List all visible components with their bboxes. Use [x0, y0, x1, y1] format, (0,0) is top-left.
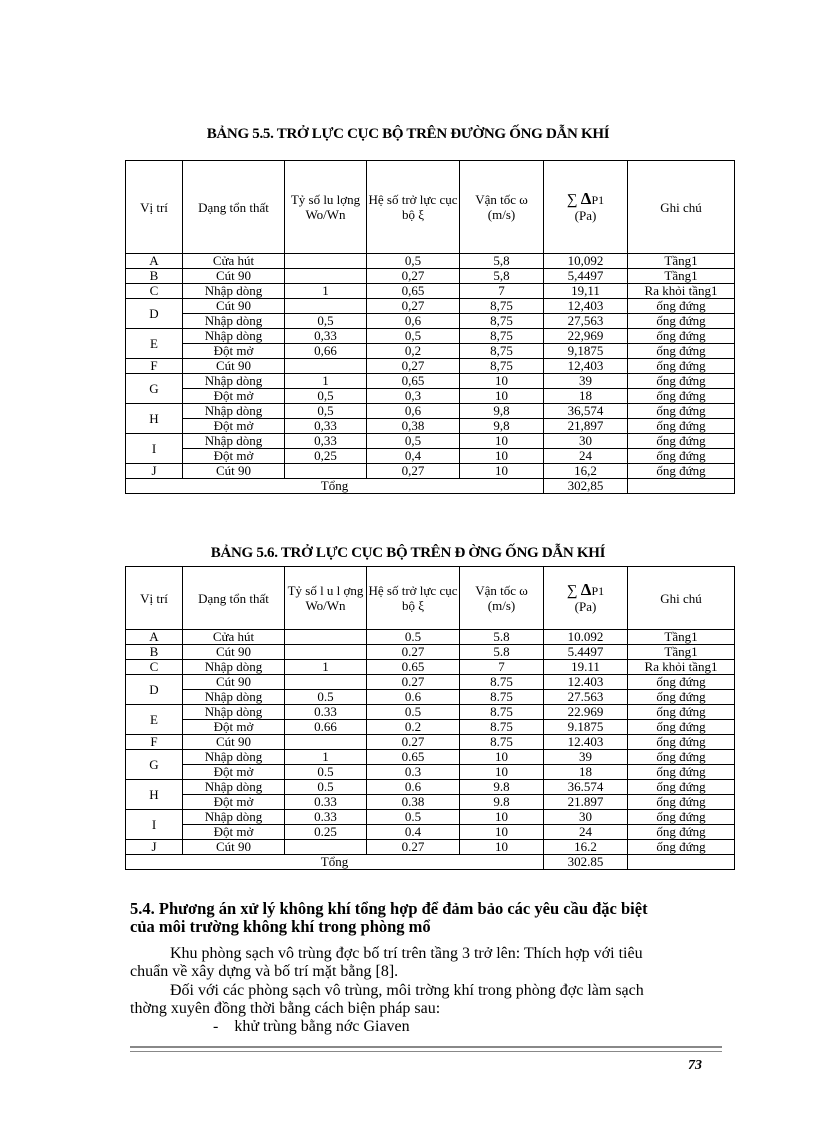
table-row	[126, 810, 735, 825]
cell-loss-type: Nhập dòng	[183, 705, 285, 720]
cell-flow-ratio: 1	[285, 660, 367, 675]
cell-loss-coefficient: 0,2	[367, 344, 460, 359]
cell-position: J	[126, 840, 183, 855]
cell-flow-ratio	[285, 675, 367, 690]
cell-pressure-loss: 18	[544, 765, 628, 780]
cell-flow-ratio	[285, 299, 367, 314]
cell-loss-coefficient: 0.5	[367, 810, 460, 825]
pa-unit: (Pa)	[574, 208, 597, 223]
cell-loss-coefficient: 0,27	[367, 299, 460, 314]
cell-velocity: 8,75	[460, 329, 544, 344]
cell-note: ống đứng	[628, 810, 735, 825]
table-row	[126, 359, 735, 374]
cell-note: ống đứng	[628, 329, 735, 344]
cell-position: I	[126, 810, 183, 840]
cell-loss-type: Đột mở	[183, 825, 285, 840]
cell-loss-type: Đột mở	[183, 449, 285, 464]
cell-flow-ratio	[285, 735, 367, 750]
table-row	[126, 389, 735, 404]
total-label: Tổng	[126, 855, 544, 870]
total-note	[628, 479, 735, 494]
cell-note: ống đứng	[628, 735, 735, 750]
cell-velocity: 10	[460, 374, 544, 389]
cell-flow-ratio	[285, 269, 367, 284]
table2-caption: BẢNG 5.6. TRỞ LỰC CỤC BỘ TRÊN Đ ỜNG ỐNG DẪN KHÍ	[210, 545, 606, 561]
cell-position: J	[126, 464, 183, 479]
total-label: Tổng	[126, 479, 544, 494]
cell-note: ống đứng	[628, 374, 735, 389]
table-row	[126, 344, 735, 359]
table-row	[126, 735, 735, 750]
cell-pressure-loss: 16.2	[544, 840, 628, 855]
cell-loss-coefficient: 0,38	[367, 419, 460, 434]
cell-position: F	[126, 735, 183, 750]
cell-loss-type: Nhập dòng	[183, 434, 285, 449]
table-row	[126, 299, 735, 314]
cell-position: G	[126, 374, 183, 404]
paragraph-1-line2: chuẩn về xây dựng và bố trí mặt bằng [8].	[130, 963, 399, 980]
cell-note: ống đứng	[628, 314, 735, 329]
header-note: Ghi chú	[628, 161, 735, 254]
cell-loss-coefficient: 0.6	[367, 780, 460, 795]
cell-flow-ratio: 0,33	[285, 419, 367, 434]
table2-body	[126, 630, 735, 870]
cell-flow-ratio	[285, 464, 367, 479]
p1-label: P1	[591, 193, 605, 207]
cell-note: ống đứng	[628, 449, 735, 464]
cell-loss-type: Cút 90	[183, 269, 285, 284]
table-row	[126, 705, 735, 720]
header-flow-ratio: Tỷ số lu lợng Wo/Wn	[285, 161, 367, 254]
section-heading-line1: 5.4. Phương án xử lý không khí tổng hợp để đảm bảo các yêu cầu đặc biệt	[130, 899, 648, 918]
cell-flow-ratio: 0.5	[285, 780, 367, 795]
cell-pressure-loss: 39	[544, 374, 628, 389]
cell-pressure-loss: 24	[544, 825, 628, 840]
cell-flow-ratio: 0,5	[285, 389, 367, 404]
cell-note: Ra khỏi tầng1	[628, 660, 735, 675]
table2	[125, 566, 735, 870]
cell-loss-type: Đột mở	[183, 765, 285, 780]
cell-velocity: 10	[460, 810, 544, 825]
table-row	[126, 690, 735, 705]
page-number: 73	[688, 1058, 702, 1073]
cell-note: ống đứng	[628, 359, 735, 374]
cell-position: D	[126, 299, 183, 329]
table-row	[126, 419, 735, 434]
cell-velocity: 9.8	[460, 780, 544, 795]
cell-pressure-loss: 22.969	[544, 705, 628, 720]
cell-loss-type: Nhập dòng	[183, 374, 285, 389]
cell-loss-type: Đột mở	[183, 795, 285, 810]
cell-flow-ratio: 0,33	[285, 329, 367, 344]
table-row	[126, 660, 735, 675]
sigma-symbol: ∑	[566, 583, 578, 599]
cell-note: ống đứng	[628, 690, 735, 705]
header-pressure-loss	[544, 567, 628, 630]
table-row	[126, 404, 735, 419]
cell-flow-ratio: 0,5	[285, 314, 367, 329]
cell-pressure-loss: 12.403	[544, 675, 628, 690]
cell-velocity: 8.75	[460, 690, 544, 705]
header-loss-coefficient: Hệ số trở lực cục bộ ξ	[367, 567, 460, 630]
cell-note: ống đứng	[628, 795, 735, 810]
cell-position: C	[126, 660, 183, 675]
cell-velocity: 5.8	[460, 630, 544, 645]
cell-velocity: 7	[460, 284, 544, 299]
cell-velocity: 9,8	[460, 404, 544, 419]
cell-velocity: 8,75	[460, 359, 544, 374]
cell-position: H	[126, 780, 183, 810]
cell-flow-ratio	[285, 645, 367, 660]
cell-loss-type: Cút 90	[183, 645, 285, 660]
cell-loss-coefficient: 0,65	[367, 284, 460, 299]
cell-loss-coefficient: 0,5	[367, 434, 460, 449]
cell-loss-coefficient: 0.27	[367, 645, 460, 660]
table-row	[126, 254, 735, 269]
paragraph-2-line1: Đối với các phòng sạch vô trùng, môi trờng khí trong phòng đợc làm sạch	[170, 982, 644, 999]
cell-loss-type: Nhập dòng	[183, 404, 285, 419]
cell-loss-type: Nhập dòng	[183, 750, 285, 765]
cell-flow-ratio: 0.25	[285, 825, 367, 840]
section-heading-line2: của môi trường không khí trong phòng mổ	[130, 917, 431, 936]
cell-loss-coefficient: 0,6	[367, 404, 460, 419]
cell-flow-ratio	[285, 254, 367, 269]
cell-pressure-loss: 18	[544, 389, 628, 404]
cell-loss-type: Cút 90	[183, 359, 285, 374]
cell-note: ống đứng	[628, 299, 735, 314]
cell-pressure-loss: 21.897	[544, 795, 628, 810]
table-row	[126, 434, 735, 449]
cell-note: ống đứng	[628, 705, 735, 720]
cell-loss-type: Cút 90	[183, 735, 285, 750]
cell-loss-type: Nhập dòng	[183, 660, 285, 675]
header-pressure-loss	[544, 161, 628, 254]
cell-loss-coefficient: 0.4	[367, 825, 460, 840]
cell-loss-type: Nhập dòng	[183, 810, 285, 825]
table-row	[126, 795, 735, 810]
table-row	[126, 765, 735, 780]
cell-loss-type: Cửa hút	[183, 254, 285, 269]
cell-loss-type: Đột mở	[183, 419, 285, 434]
cell-pressure-loss: 12,403	[544, 299, 628, 314]
bullet-text: khử trùng bằng nớc Giaven	[234, 1018, 410, 1035]
cell-note: ống đứng	[628, 404, 735, 419]
cell-pressure-loss: 5,4497	[544, 269, 628, 284]
cell-note: ống đứng	[628, 720, 735, 735]
cell-position: B	[126, 645, 183, 660]
section-heading	[130, 900, 730, 936]
cell-pressure-loss: 39	[544, 750, 628, 765]
cell-pressure-loss: 19.11	[544, 660, 628, 675]
cell-note: Tầng1	[628, 645, 735, 660]
footer-rule	[130, 1046, 722, 1052]
table-row	[126, 284, 735, 299]
cell-loss-coefficient: 0.3	[367, 765, 460, 780]
cell-loss-coefficient: 0.27	[367, 840, 460, 855]
cell-flow-ratio: 0.33	[285, 795, 367, 810]
cell-loss-coefficient: 0,27	[367, 269, 460, 284]
cell-flow-ratio: 0.33	[285, 810, 367, 825]
header-loss-type: Dạng tổn thất	[183, 161, 285, 254]
cell-position: H	[126, 404, 183, 434]
cell-loss-coefficient: 0.65	[367, 750, 460, 765]
header-velocity: Vận tốc ω (m/s)	[460, 161, 544, 254]
header-loss-coefficient: Hệ số trở lực cục bộ ξ	[367, 161, 460, 254]
header-note: Ghi chú	[628, 567, 735, 630]
cell-flow-ratio: 0.66	[285, 720, 367, 735]
cell-pressure-loss: 10,092	[544, 254, 628, 269]
cell-flow-ratio	[285, 840, 367, 855]
cell-position: I	[126, 434, 183, 464]
cell-flow-ratio: 0.33	[285, 705, 367, 720]
cell-velocity: 10	[460, 449, 544, 464]
cell-loss-coefficient: 0.27	[367, 735, 460, 750]
cell-position: A	[126, 630, 183, 645]
cell-position: E	[126, 705, 183, 735]
total-row	[126, 479, 735, 494]
cell-pressure-loss: 24	[544, 449, 628, 464]
cell-loss-coefficient: 0.5	[367, 705, 460, 720]
table-row	[126, 840, 735, 855]
paragraph-1	[130, 945, 740, 981]
cell-velocity: 8,75	[460, 344, 544, 359]
cell-velocity: 5.8	[460, 645, 544, 660]
table-row	[126, 750, 735, 765]
table-row	[126, 780, 735, 795]
cell-pressure-loss: 12,403	[544, 359, 628, 374]
cell-loss-type: Đột mở	[183, 389, 285, 404]
cell-note: ống đứng	[628, 825, 735, 840]
total-row	[126, 855, 735, 870]
delta-symbol: Δ	[580, 189, 592, 208]
cell-loss-type: Cút 90	[183, 675, 285, 690]
paragraph-2-line2: thờng xuyên đồng thời bằng cách biện pháp sau:	[130, 1000, 441, 1017]
table-row	[126, 630, 735, 645]
cell-loss-coefficient: 0,27	[367, 464, 460, 479]
paragraph-2	[130, 982, 740, 1018]
cell-position: F	[126, 359, 183, 374]
cell-position: A	[126, 254, 183, 269]
cell-note: Tầng1	[628, 630, 735, 645]
table-row	[126, 645, 735, 660]
cell-pressure-loss: 12.403	[544, 735, 628, 750]
cell-loss-coefficient: 0.2	[367, 720, 460, 735]
delta-symbol: Δ	[580, 580, 592, 599]
total-value: 302.85	[544, 855, 628, 870]
cell-note: ống đứng	[628, 344, 735, 359]
table1	[125, 160, 735, 494]
cell-loss-type: Đột mở	[183, 720, 285, 735]
cell-loss-type: Cút 90	[183, 464, 285, 479]
total-note	[628, 855, 735, 870]
cell-velocity: 10	[460, 840, 544, 855]
cell-note: ống đứng	[628, 750, 735, 765]
cell-pressure-loss: 16,2	[544, 464, 628, 479]
cell-flow-ratio: 0,33	[285, 434, 367, 449]
cell-loss-coefficient: 0,3	[367, 389, 460, 404]
cell-velocity: 9,8	[460, 419, 544, 434]
cell-note: ống đứng	[628, 464, 735, 479]
header-velocity: Vận tốc ω (m/s)	[460, 567, 544, 630]
cell-loss-coefficient: 0,65	[367, 374, 460, 389]
cell-loss-coefficient: 0.38	[367, 795, 460, 810]
cell-loss-coefficient: 0,4	[367, 449, 460, 464]
cell-velocity: 8.75	[460, 705, 544, 720]
cell-loss-coefficient: 0.6	[367, 690, 460, 705]
cell-pressure-loss: 21,897	[544, 419, 628, 434]
cell-loss-coefficient: 0,27	[367, 359, 460, 374]
p1-label: P1	[591, 584, 605, 598]
cell-velocity: 10	[460, 825, 544, 840]
cell-note: ống đứng	[628, 840, 735, 855]
table-row	[126, 825, 735, 840]
cell-flow-ratio	[285, 630, 367, 645]
cell-velocity: 7	[460, 660, 544, 675]
cell-pressure-loss: 27,563	[544, 314, 628, 329]
cell-position: G	[126, 750, 183, 780]
cell-loss-type: Nhập dòng	[183, 780, 285, 795]
cell-pressure-loss: 10.092	[544, 630, 628, 645]
total-value: 302,85	[544, 479, 628, 494]
bullet-item	[213, 1018, 613, 1036]
cell-loss-type: Nhập dòng	[183, 329, 285, 344]
cell-velocity: 10	[460, 434, 544, 449]
header-flow-ratio: Tỷ số l u l ợng Wo/Wn	[285, 567, 367, 630]
cell-note: Tầng1	[628, 254, 735, 269]
paragraph-1-line1: Khu phòng sạch vô trùng đợc bố trí trên tầng 3 trở lên: Thích hợp với tiêu	[170, 945, 643, 962]
cell-velocity: 5,8	[460, 269, 544, 284]
header-loss-type: Dạng tổn thất	[183, 567, 285, 630]
cell-flow-ratio: 0,66	[285, 344, 367, 359]
cell-flow-ratio: 0.5	[285, 690, 367, 705]
header-position: Vị trí	[126, 161, 183, 254]
cell-loss-coefficient: 0,5	[367, 254, 460, 269]
cell-velocity: 8,75	[460, 314, 544, 329]
cell-pressure-loss: 9.1875	[544, 720, 628, 735]
cell-position: C	[126, 284, 183, 299]
cell-velocity: 8.75	[460, 675, 544, 690]
table-row	[126, 374, 735, 389]
cell-note: ống đứng	[628, 675, 735, 690]
cell-note: ống đứng	[628, 389, 735, 404]
table-row	[126, 314, 735, 329]
cell-flow-ratio: 0,25	[285, 449, 367, 464]
cell-velocity: 10	[460, 389, 544, 404]
cell-loss-type: Cửa hút	[183, 630, 285, 645]
cell-pressure-loss: 30	[544, 810, 628, 825]
cell-loss-coefficient: 0.27	[367, 675, 460, 690]
table-row	[126, 464, 735, 479]
cell-position: E	[126, 329, 183, 359]
cell-pressure-loss: 9,1875	[544, 344, 628, 359]
cell-velocity: 8,75	[460, 299, 544, 314]
cell-pressure-loss: 22,969	[544, 329, 628, 344]
cell-note: ống đứng	[628, 780, 735, 795]
cell-loss-type: Nhập dòng	[183, 690, 285, 705]
table-row	[126, 720, 735, 735]
cell-flow-ratio: 1	[285, 284, 367, 299]
cell-loss-type: Nhập dòng	[183, 314, 285, 329]
cell-velocity: 9.8	[460, 795, 544, 810]
cell-velocity: 5,8	[460, 254, 544, 269]
cell-flow-ratio	[285, 359, 367, 374]
cell-loss-type: Cút 90	[183, 299, 285, 314]
cell-loss-type: Đột mở	[183, 344, 285, 359]
table1-body	[126, 254, 735, 494]
cell-pressure-loss: 36.574	[544, 780, 628, 795]
cell-note: Ra khỏi tầng1	[628, 284, 735, 299]
cell-loss-coefficient: 0.5	[367, 630, 460, 645]
table1-caption: BẢNG 5.5. TRỞ LỰC CỤC BỘ TRÊN ĐƯỜNG ỐNG DẪN KHÍ	[206, 126, 610, 142]
cell-flow-ratio: 1	[285, 750, 367, 765]
cell-velocity: 10	[460, 765, 544, 780]
cell-note: ống đứng	[628, 419, 735, 434]
cell-note: Tầng1	[628, 269, 735, 284]
cell-pressure-loss: 19,11	[544, 284, 628, 299]
cell-position: D	[126, 675, 183, 705]
cell-velocity: 8.75	[460, 720, 544, 735]
cell-velocity: 10	[460, 750, 544, 765]
table-row	[126, 269, 735, 284]
cell-position: B	[126, 269, 183, 284]
sigma-symbol: ∑	[566, 192, 578, 208]
cell-flow-ratio: 0,5	[285, 404, 367, 419]
cell-flow-ratio: 1	[285, 374, 367, 389]
cell-loss-coefficient: 0,5	[367, 329, 460, 344]
cell-note: ống đứng	[628, 434, 735, 449]
table-row	[126, 675, 735, 690]
bullet-dash: -	[213, 1018, 219, 1035]
cell-pressure-loss: 30	[544, 434, 628, 449]
table-row	[126, 449, 735, 464]
cell-pressure-loss: 36,574	[544, 404, 628, 419]
pa-unit: (Pa)	[574, 599, 597, 614]
cell-pressure-loss: 5.4497	[544, 645, 628, 660]
cell-velocity: 10	[460, 464, 544, 479]
cell-velocity: 8.75	[460, 735, 544, 750]
cell-loss-coefficient: 0,6	[367, 314, 460, 329]
cell-loss-type: Cút 90	[183, 840, 285, 855]
table-row	[126, 329, 735, 344]
cell-pressure-loss: 27.563	[544, 690, 628, 705]
cell-loss-coefficient: 0.65	[367, 660, 460, 675]
cell-loss-type: Nhập dòng	[183, 284, 285, 299]
cell-note: ống đứng	[628, 765, 735, 780]
cell-flow-ratio: 0.5	[285, 765, 367, 780]
header-position: Vị trí	[126, 567, 183, 630]
